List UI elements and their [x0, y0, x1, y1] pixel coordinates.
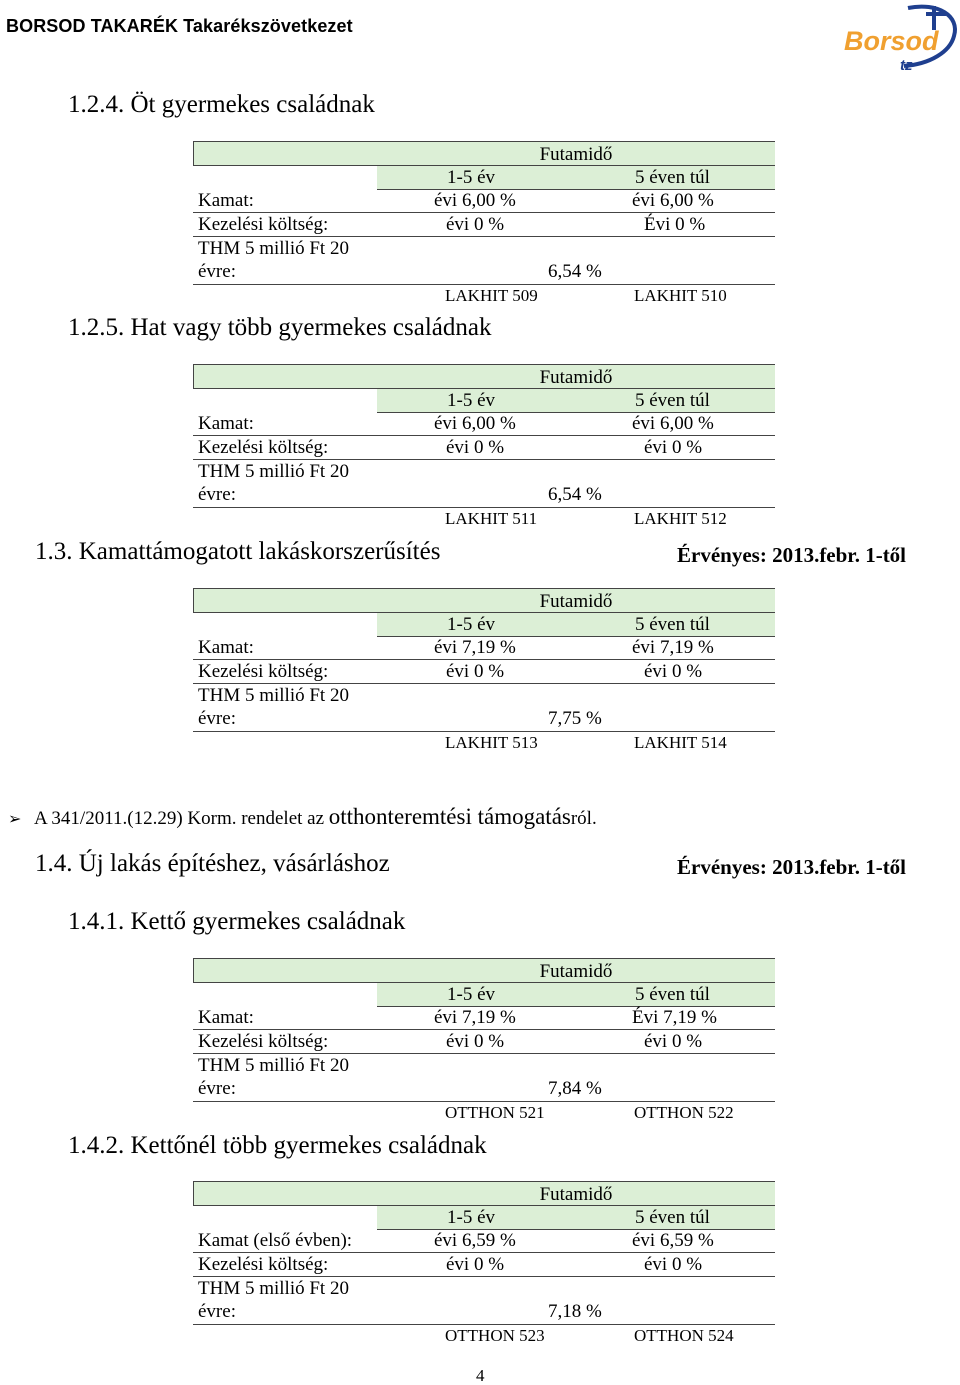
kamat-value-1: évi 7,19 %	[434, 1007, 516, 1028]
kezelesi-label: Kezelési költség:	[198, 214, 329, 235]
rate-table	[193, 958, 775, 1120]
term-header	[377, 389, 775, 413]
kamat-value-2: Évi 7,19 %	[632, 1007, 717, 1028]
product-code-row	[193, 507, 775, 530]
product-code-1: OTTHON 523	[445, 1326, 545, 1345]
kamat-value-2: évi 6,00 %	[632, 413, 714, 434]
thm-row-2	[193, 1300, 775, 1323]
kamat-row	[193, 412, 775, 435]
term-over-5: 5 éven túl	[635, 614, 710, 635]
thm-label-2: évre:	[198, 1301, 236, 1322]
section-number: 1.3.	[35, 538, 73, 565]
kamat-row	[193, 1229, 775, 1252]
page-header	[0, 0, 960, 74]
term-header	[377, 166, 775, 190]
kamat-label: Kamat (első évben):	[198, 1230, 353, 1251]
thm-row-1	[193, 684, 775, 707]
kezelesi-label: Kezelési költség:	[198, 661, 329, 682]
thm-value: 7,18 %	[548, 1301, 602, 1322]
product-code-2: OTTHON 524	[634, 1326, 734, 1345]
kamat-row	[193, 189, 775, 212]
kezelesi-value-2: Évi 0 %	[644, 214, 706, 235]
futamido-label: Futamidő	[539, 367, 613, 388]
term-over-5: 5 éven túl	[635, 1207, 710, 1228]
term-over-5: 5 éven túl	[635, 390, 710, 411]
kamat-label: Kamat:	[198, 1007, 254, 1028]
kamat-value-2: évi 6,59 %	[632, 1230, 714, 1251]
rate-table	[193, 141, 775, 303]
futamido-label: Futamidő	[539, 1184, 613, 1205]
thm-label-1: THM 5 millió Ft 20	[198, 238, 349, 259]
section-heading	[68, 91, 375, 119]
thm-label-1: THM 5 millió Ft 20	[198, 685, 349, 706]
thm-row-2	[193, 483, 775, 506]
product-code-1: LAKHIT 513	[445, 733, 538, 752]
thm-label-2: évre:	[198, 261, 236, 282]
thm-row-1	[193, 1277, 775, 1300]
thm-value: 7,84 %	[548, 1078, 602, 1099]
thm-row-2	[193, 260, 775, 283]
term-over-5: 5 éven túl	[635, 984, 710, 1005]
kezelesi-label: Kezelési költség:	[198, 437, 329, 458]
kezelesi-value-1: évi 0 %	[446, 214, 505, 235]
term-over-5: 5 éven túl	[635, 167, 710, 188]
borsod-logo	[838, 2, 960, 80]
product-code-2: OTTHON 522	[634, 1103, 734, 1122]
section-title: Öt gyermekes családnak	[130, 91, 375, 118]
kamat-value-1: évi 6,59 %	[434, 1230, 516, 1251]
futamido-label: Futamidő	[539, 591, 613, 612]
product-code-1: LAKHIT 511	[445, 509, 538, 528]
term-header	[377, 983, 775, 1007]
section-title: Új lakás építéshez, vásárláshoz	[78, 850, 390, 877]
thm-label-2: évre:	[198, 1078, 236, 1099]
product-code-2: LAKHIT 514	[634, 733, 727, 752]
term-1-5: 1-5 év	[447, 614, 496, 635]
section-title: Hat vagy több gyermekes családnak	[130, 314, 492, 341]
term-1-5: 1-5 év	[447, 984, 496, 1005]
kamat-value-2: évi 6,00 %	[632, 190, 714, 211]
kezelesi-row	[193, 660, 775, 683]
kamat-value-1: évi 7,19 %	[434, 637, 516, 658]
section-heading	[35, 538, 440, 566]
section-title: Kamattámogatott lakáskorszerűsítés	[78, 538, 441, 565]
product-code-row	[193, 1324, 775, 1347]
futamido-header	[193, 141, 775, 166]
thm-value: 6,54 %	[548, 484, 602, 505]
kamat-value-1: évi 6,00 %	[434, 413, 516, 434]
thm-label-2: évre:	[198, 484, 236, 505]
thm-value: 6,54 %	[548, 261, 602, 282]
section-number: 1.4.1.	[68, 908, 125, 935]
kamat-label: Kamat:	[198, 190, 254, 211]
futamido-header	[193, 1181, 775, 1206]
arrow-bullet-icon: ➢	[8, 809, 22, 828]
bullet-suffix: ról.	[570, 808, 597, 829]
kezelesi-value-1: évi 0 %	[446, 1254, 505, 1275]
thm-row-1	[193, 460, 775, 483]
thm-label-1: THM 5 millió Ft 20	[198, 1055, 349, 1076]
bullet-text: A 341/2011.(12.29) Korm. rendelet az	[34, 808, 329, 829]
validity-note: Érvényes: 2013.febr. 1-től	[677, 855, 907, 879]
section-heading	[68, 908, 405, 936]
rate-table	[193, 588, 775, 750]
logo-text: Borsod	[844, 26, 939, 56]
product-code-row	[193, 284, 775, 307]
term-1-5: 1-5 év	[447, 1207, 496, 1228]
section-title: Kettő gyermekes családnak	[130, 908, 406, 935]
term-1-5: 1-5 év	[447, 390, 496, 411]
thm-label-1: THM 5 millió Ft 20	[198, 461, 349, 482]
kezelesi-row	[193, 213, 775, 236]
kamat-row	[193, 636, 775, 659]
futamido-label: Futamidő	[539, 961, 613, 982]
thm-label-2: évre:	[198, 708, 236, 729]
section-number: 1.2.5.	[68, 314, 125, 341]
kezelesi-label: Kezelési költség:	[198, 1031, 329, 1052]
term-header	[377, 1206, 775, 1230]
kamat-row	[193, 1006, 775, 1029]
thm-label-1: THM 5 millió Ft 20	[198, 1278, 349, 1299]
logo-sub: tz	[900, 57, 913, 74]
page-number: 4	[476, 1366, 485, 1385]
company-name: BORSOD TAKARÉK Takarékszövetkezet	[6, 16, 353, 36]
bullet-emphasis: otthonteremtési támogatás	[328, 804, 571, 829]
kezelesi-row	[193, 1030, 775, 1053]
kezelesi-value-1: évi 0 %	[446, 1031, 505, 1052]
section-heading	[68, 314, 492, 342]
kezelesi-value-2: évi 0 %	[644, 1031, 703, 1052]
kamat-label: Kamat:	[198, 413, 254, 434]
section-title: Kettőnél több gyermekes családnak	[130, 1132, 487, 1159]
section-heading	[35, 850, 390, 878]
kezelesi-row	[193, 1253, 775, 1276]
thm-row-2	[193, 707, 775, 730]
product-code-2: LAKHIT 510	[634, 286, 727, 305]
product-code-1: OTTHON 521	[445, 1103, 545, 1122]
validity-note: Érvényes: 2013.febr. 1-től	[677, 543, 907, 567]
section-number: 1.4.	[35, 850, 73, 877]
thm-row-1	[193, 237, 775, 260]
thm-value: 7,75 %	[548, 708, 602, 729]
product-code-row	[193, 731, 775, 754]
kamat-label: Kamat:	[198, 637, 254, 658]
kezelesi-value-2: évi 0 %	[644, 437, 703, 458]
kezelesi-label: Kezelési költség:	[198, 1254, 329, 1275]
kezelesi-value-1: évi 0 %	[446, 437, 505, 458]
futamido-header	[193, 364, 775, 389]
product-code-2: LAKHIT 512	[634, 509, 727, 528]
thm-row-2	[193, 1077, 775, 1100]
rate-table	[193, 1181, 775, 1343]
rate-table	[193, 364, 775, 526]
section-heading	[68, 1132, 487, 1160]
term-1-5: 1-5 év	[447, 167, 496, 188]
section-number: 1.2.4.	[68, 91, 125, 118]
futamido-header	[193, 958, 775, 983]
product-code-row	[193, 1101, 775, 1124]
futamido-label: Futamidő	[539, 144, 613, 165]
kezelesi-value-1: évi 0 %	[446, 661, 505, 682]
regulation-bullet	[8, 804, 597, 830]
thm-row-1	[193, 1054, 775, 1077]
futamido-header	[193, 588, 775, 613]
kezelesi-value-2: évi 0 %	[644, 1254, 703, 1275]
kezelesi-value-2: évi 0 %	[644, 661, 703, 682]
product-code-1: LAKHIT 509	[445, 286, 538, 305]
term-header	[377, 613, 775, 637]
section-number: 1.4.2.	[68, 1132, 125, 1159]
kamat-value-1: évi 6,00 %	[434, 190, 516, 211]
kezelesi-row	[193, 436, 775, 459]
kamat-value-2: évi 7,19 %	[632, 637, 714, 658]
